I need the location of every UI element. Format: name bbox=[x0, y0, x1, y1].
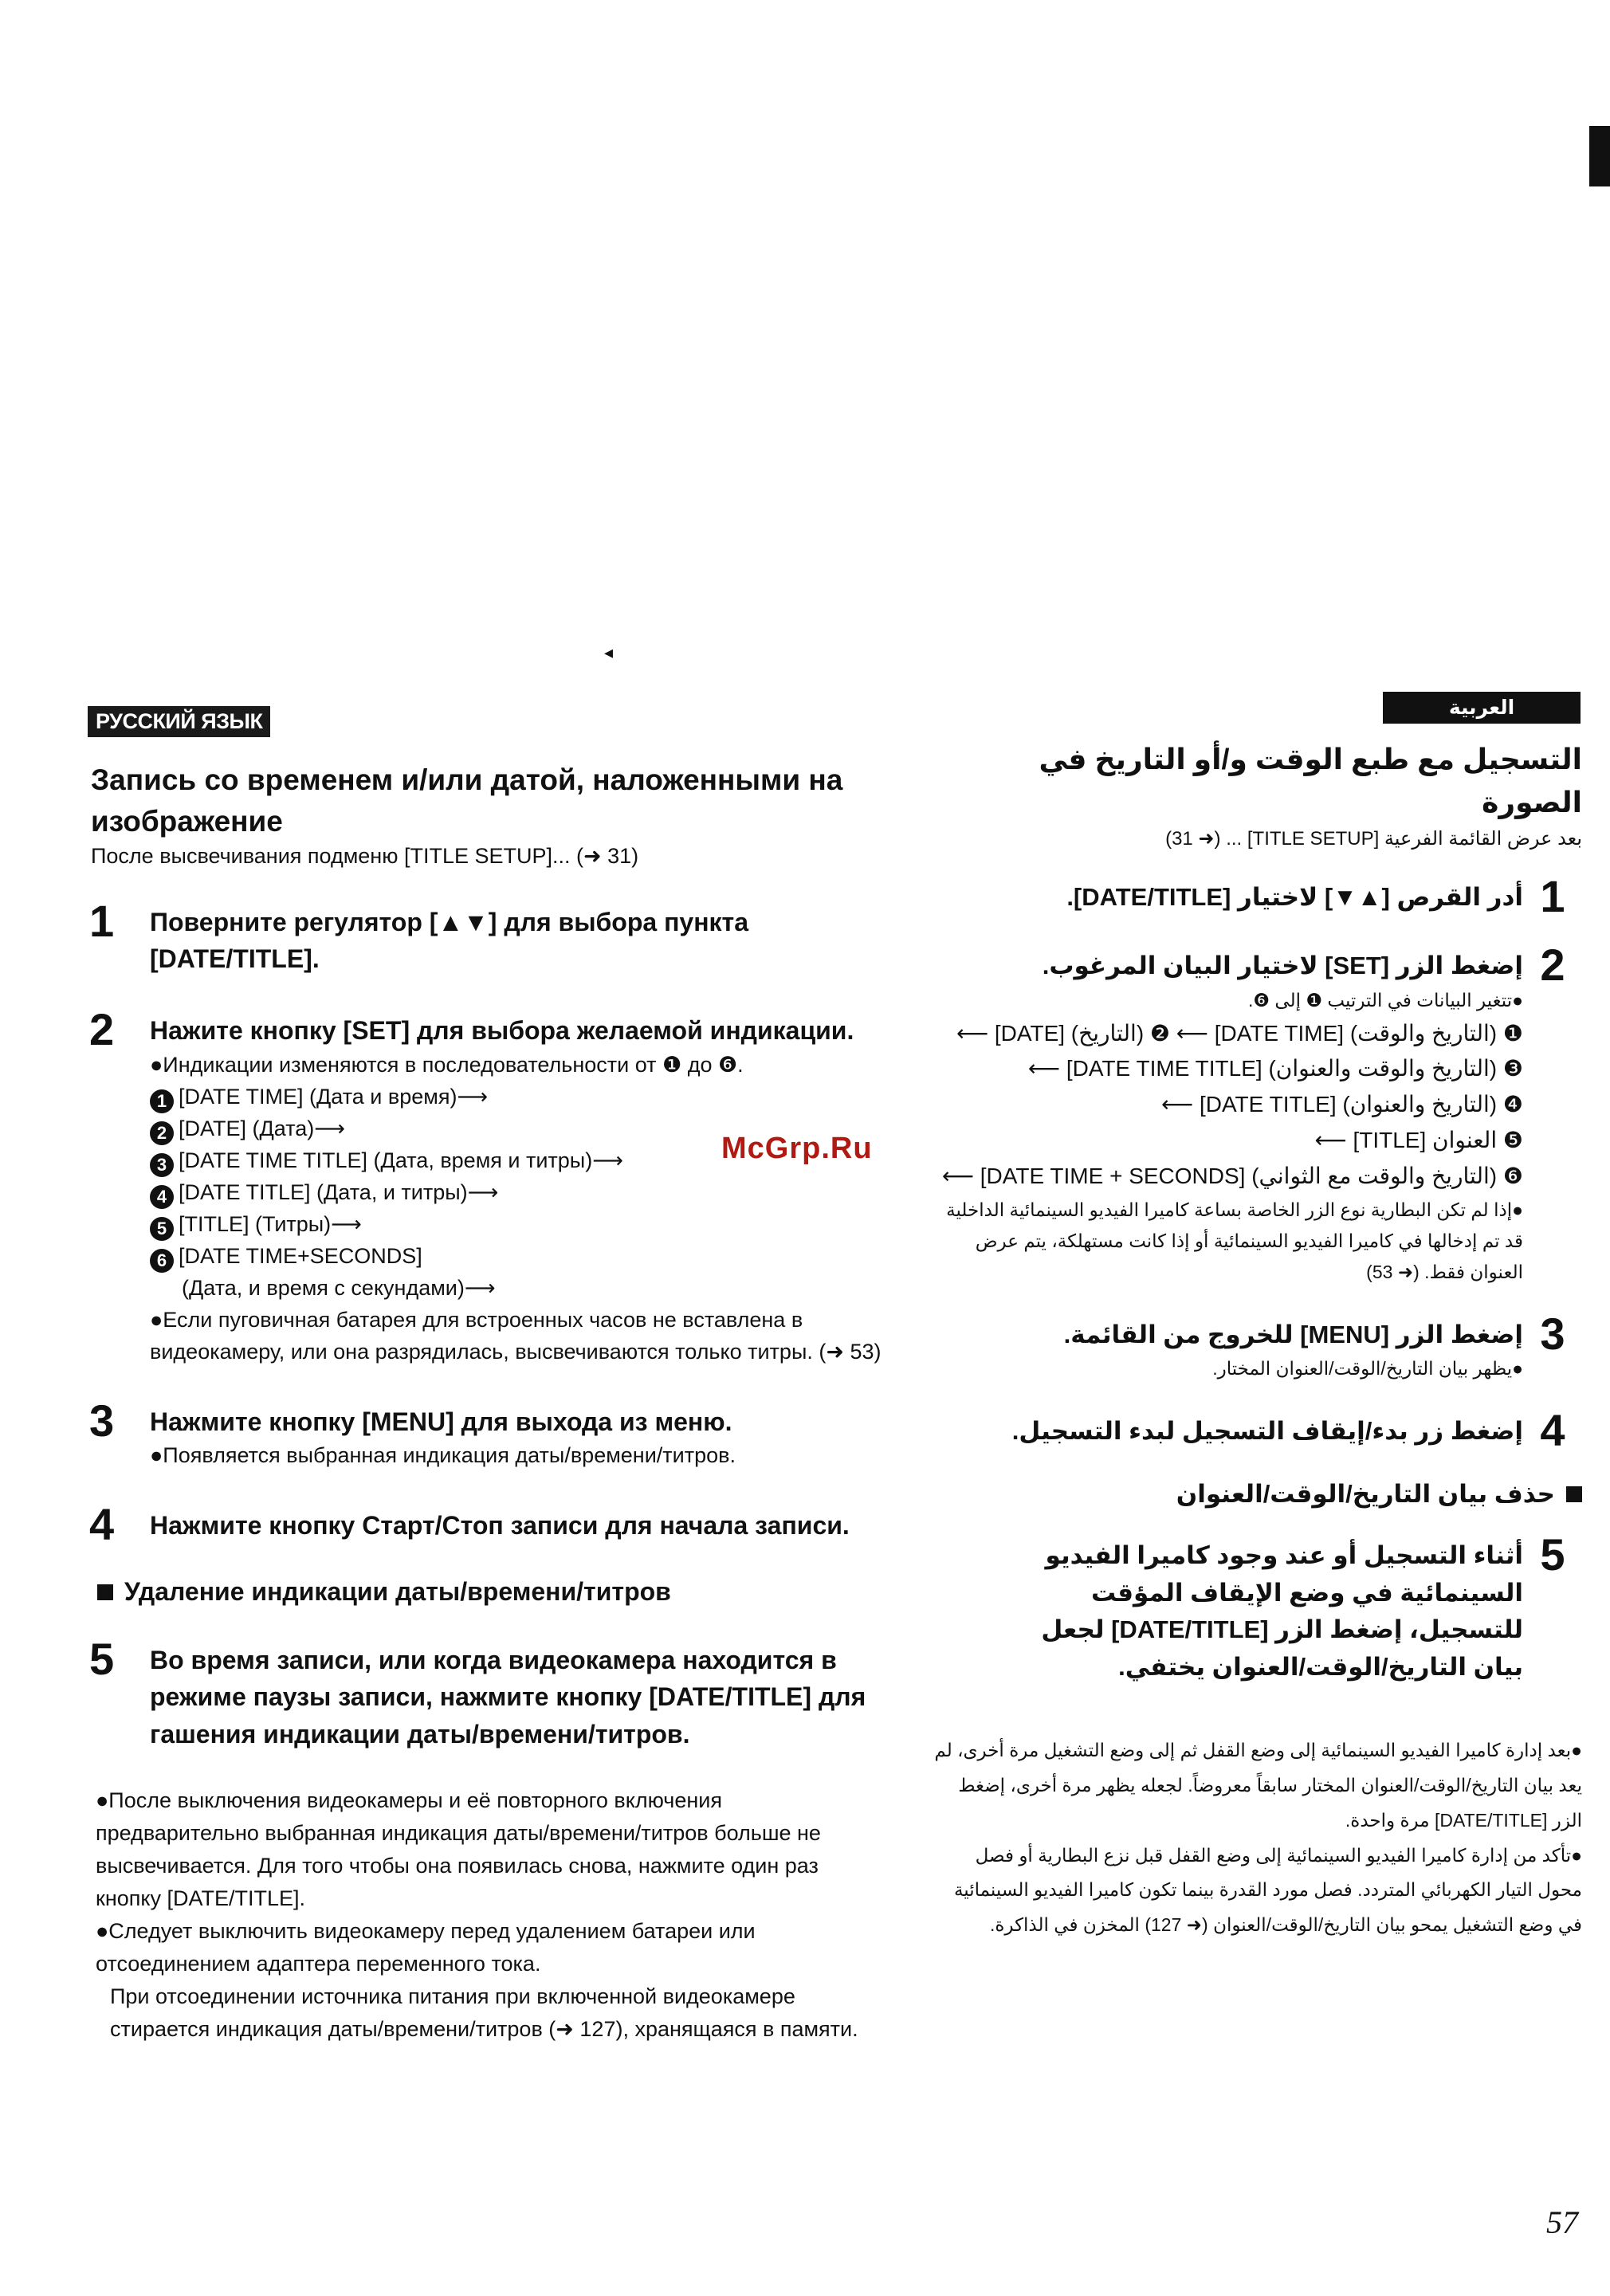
step-bullet: ●تتغير البيانات في الترتيب ❶ إلى ❻. bbox=[1248, 989, 1523, 1011]
arabic-step-4 bbox=[933, 1405, 1582, 1456]
step-text: أثناء التسجيل أو عند وجود كاميرا الفيديو السينمائية في وضع الإيقاف المؤقت للتسجيل، إضغط الزر [DATE/TITLE] لجعل بيان التاريخ/الوقت/العنوان يختفي. bbox=[1041, 1541, 1523, 1681]
step-text: Нажмите кнопку [MENU] для выхода из меню. bbox=[150, 1407, 732, 1436]
arabic-step-3 bbox=[933, 1308, 1582, 1385]
step-number: 2 bbox=[1540, 940, 1565, 990]
step-text: Нажите кнопку [SET] для выбора желаемой индикации. bbox=[150, 1016, 854, 1046]
russian-title: Запись со временем и/или датой, наложенными на изображение bbox=[91, 763, 843, 838]
arabic-section-heading: حذف بيان التاريخ/الوقت/العنوان bbox=[933, 1480, 1582, 1509]
step-text: إضغط زر بدء/إيقاف التسجيل لبدء التسجيل. bbox=[1011, 1417, 1523, 1446]
page-number: 57 bbox=[1546, 2204, 1578, 2240]
russian-column bbox=[88, 706, 885, 2046]
russian-step-3 bbox=[88, 1395, 885, 1472]
footnote: ●بعد إدارة كاميرا الفيديو السينمائية إلى وضع القفل ثم إلى وضع التشغيل مرة أخرى، لم يعد بيان التاريخ/الوقت/العنوان المختار سابقاً معروضاً. لجعله يظهر مرة أخرى، إضغط الزر [DATE/TITLE] مرة واحدة. bbox=[934, 1740, 1582, 1831]
step-bullet: ●إذا لم تكن البطارية نوع الزر الخاصة بساعة كاميرا الفيديو السينمائية الداخلية قد تم إدخالها في كاميرا الفيديو السينمائية أو إذا كانت مستهلكة، يتم عرض العنوان فقط. (➜ 53) bbox=[946, 1199, 1523, 1282]
step-number: 5 bbox=[89, 1633, 115, 1684]
circled-number-icon: 4 bbox=[150, 1185, 174, 1209]
square-bullet-icon bbox=[1566, 1486, 1582, 1502]
option-item: 4 [DATE TITLE] (Дата, и титры)⟶ bbox=[150, 1177, 885, 1209]
step-bullet: ●Индикации изменяются в последовательности от ❶ до ❻. bbox=[150, 1052, 744, 1077]
footnote: ●Следует выключить видеокамеру перед удалением батареи или отсоединением адаптера переменного тока. bbox=[96, 1919, 756, 1976]
watermark: McGrp.Ru bbox=[721, 1132, 873, 1165]
arabic-column bbox=[933, 692, 1582, 1943]
option-item: ❶ (التاريخ والوقت) [DATE TIME] ⟵ ❷ (التاريخ) [DATE] ⟵ bbox=[956, 1020, 1523, 1046]
circled-number-icon: 2 bbox=[150, 1121, 174, 1145]
step-number: 3 bbox=[89, 1395, 115, 1446]
option-item: ❹ (التاريخ والعنوان) [DATE TITLE] ⟵ bbox=[1161, 1092, 1523, 1117]
step-text: إضغط الزر [MENU] للخروج من القائمة. bbox=[1063, 1320, 1523, 1348]
russian-step-4 bbox=[88, 1498, 885, 1549]
language-badge-russian: РУССКИЙ ЯЗЫК bbox=[88, 706, 270, 737]
option-item: 3 [DATE TIME TITLE] (Дата, время и титры)⟶ bbox=[150, 1145, 885, 1177]
circled-number-icon: 5 bbox=[150, 1217, 174, 1241]
circled-number-icon: 1 bbox=[150, 1089, 174, 1113]
display-options-list bbox=[150, 1081, 885, 1305]
stray-mark: ◂ bbox=[604, 642, 614, 662]
russian-subtitle: После высвечивания подменю [TITLE SETUP]... (➜ 31) bbox=[91, 843, 639, 868]
step-number: 3 bbox=[1540, 1308, 1565, 1359]
arabic-step-5 bbox=[933, 1529, 1582, 1686]
step-number: 5 bbox=[1540, 1529, 1565, 1580]
step-number: 1 bbox=[1540, 871, 1565, 921]
step-text: Нажмите кнопку Старт/Стоп записи для начала записи. bbox=[150, 1510, 850, 1540]
arabic-step-1 bbox=[933, 871, 1582, 921]
arabic-title: التسجيل مع طبع الوقت و/أو التاريخ في الصورة bbox=[1039, 743, 1582, 818]
footnote: При отсоединении источника питания при включенной видеокамере стирается индикация даты/времени/титров (➜ 127), хранящаяся в памяти. bbox=[110, 1984, 858, 2042]
edge-tab-marker bbox=[1589, 126, 1610, 186]
step-number: 4 bbox=[1540, 1405, 1565, 1456]
step-number: 2 bbox=[89, 1004, 115, 1055]
step-text: Во время записи, или когда видеокамера находится в режиме паузы записи, нажмите кнопку [DATE/TITLE] для гашения индикации даты/времени/титров. bbox=[150, 1645, 866, 1748]
step-number: 4 bbox=[89, 1498, 115, 1549]
russian-section-heading: Удаление индикации даты/времени/титров bbox=[97, 1577, 885, 1607]
russian-step-5 bbox=[88, 1633, 885, 1752]
footnote: ●تأكد من إدارة كاميرا الفيديو السينمائية إلى وضع القفل قبل نزع البطارية أو فصل محول التيار الكهربائي المتردد. فصل مورد القدرة بينما تكون كاميرا الفيديو السينمائية في وضع التشغيل يمحو بيان التاريخ/الوقت/العنوان (➜ 127) المخزن في الذاكرة. bbox=[953, 1844, 1582, 1935]
option-item: ❺ العنوان [TITLE] ⟵ bbox=[1314, 1127, 1523, 1152]
step-bullet: ●يظهر بيان التاريخ/الوقت/العنوان المختار. bbox=[1212, 1358, 1523, 1380]
step-bullet: ●Появляется выбранная индикация даты/времени/титров. bbox=[150, 1442, 736, 1467]
step-text: أدر القرص [▲▼] لاختيار [DATE/TITLE]. bbox=[1066, 883, 1523, 911]
footnote: ●После выключения видеокамеры и её повторного включения предварительно выбранная индикация даты/времени/титров больше не высвечивается. Для того чтобы она появилась снова, нажмите один раз кнопку [DATE/TITLE]. bbox=[96, 1788, 821, 1911]
arabic-step-2 bbox=[933, 940, 1582, 1288]
square-bullet-icon bbox=[97, 1584, 113, 1600]
circled-number-icon: 3 bbox=[150, 1153, 174, 1177]
option-item: 1 [DATE TIME] (Дата и время)⟶ bbox=[150, 1081, 885, 1113]
step-bullet: ●Если пуговичная батарея для встроенных часов не вставлена в видеокамеру, или она разрядилась, высвечиваются только титры. (➜ 53) bbox=[150, 1307, 882, 1364]
option-item: 2 [DATE] (Дата)⟶ bbox=[150, 1113, 885, 1145]
step-number: 1 bbox=[89, 895, 115, 946]
option-6-continuation: (Дата, и время с секундами)⟶ bbox=[182, 1275, 496, 1300]
option-item: ❻ (التاريخ والوقت مع الثواني) [DATE TIME + SECONDS] ⟵ bbox=[941, 1163, 1523, 1188]
russian-step-1 bbox=[88, 895, 885, 978]
arabic-footnotes bbox=[933, 1733, 1582, 1942]
language-badge-arabic: العربية bbox=[1383, 692, 1581, 724]
step-text: Поверните регулятор [▲▼] для выбора пункта [DATE/TITLE]. bbox=[150, 907, 749, 973]
circled-number-icon: 6 bbox=[150, 1249, 174, 1273]
option-item: 5 [TITLE] (Титры)⟶ bbox=[150, 1209, 885, 1241]
arabic-subtitle: بعد عرض القائمة الفرعية [TITLE SETUP] ... (➜ 31) bbox=[1165, 828, 1582, 850]
option-item: ❸ (التاريخ والوقت والعنوان) [DATE TIME TITLE] ⟵ bbox=[1027, 1056, 1523, 1081]
step-text: إضغط الزر [SET] لاختيار البيان المرغوب. bbox=[1042, 952, 1523, 979]
russian-step-2 bbox=[88, 1004, 885, 1368]
option-item: 6 [DATE TIME+SECONDS] bbox=[150, 1241, 885, 1273]
russian-footnotes bbox=[96, 1784, 885, 2046]
